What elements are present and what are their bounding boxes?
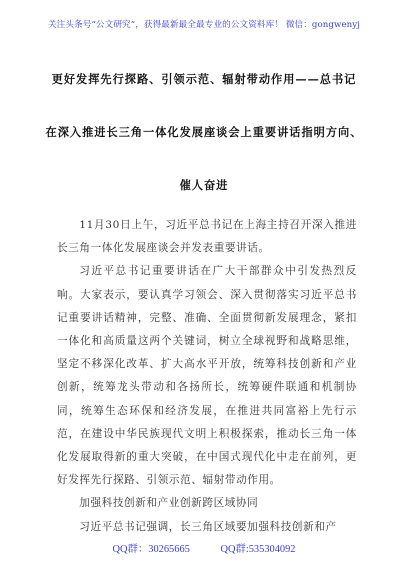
document-title-line-2: 在深入推进长三角一体化发展座谈会上重要讲话指明方向、	[45, 125, 363, 139]
document-title-line-3: 催人奋进	[179, 178, 229, 192]
document-body	[57, 214, 357, 539]
paragraph-response: 习近平总书记重要讲话在广大干部群众中引发热烈反响。大家表示，要认真学习领会、深入贯彻落实习近平总书记重要讲话精神，完整、准确、全面贯彻新发展理念，紧扣一体化和高质量这两个关键词，树立全球视野和战略思维，坚定不移深化改革、扩大高水平开放，统筹科技创新和产业创新，统筹龙头带动和各扬所长，统筹硬件联通和机制协同，统筹生态环保和经济发展，在推进共同富裕上先行示范，在建设中华民族现代文明上积极探索，推动长三角一体化发展取得新的重大突破，在中国式现代化中走在前列，更好发挥先行探路、引领示范、辐射带动作用。	[57, 265, 357, 487]
footer-contacts	[0, 540, 408, 555]
section-subheading: 加强科技创新和产业创新跨区域协同	[79, 497, 259, 510]
footer-qq-group-2: QQ群:535304092	[220, 544, 296, 555]
footer-qq-group-1: QQ群：30265665	[112, 544, 190, 555]
document-title-line-1: 更好发挥先行探路、引领示范、辐射带动作用——总书记	[51, 72, 357, 86]
header-promo-note: 关注头条号“公文研究”，获得最新最全最专业的公文资料库！ 微信：gongwenyj	[47, 20, 361, 30]
paragraph-section-start: 习近平总书记强调，长三角区域要加强科技创新和产	[79, 520, 337, 533]
paragraph-intro: 11月30日上午，习近平总书记在上海主持召开深入推进长三角一体化发展座谈会并发表重要讲话。	[57, 219, 357, 255]
